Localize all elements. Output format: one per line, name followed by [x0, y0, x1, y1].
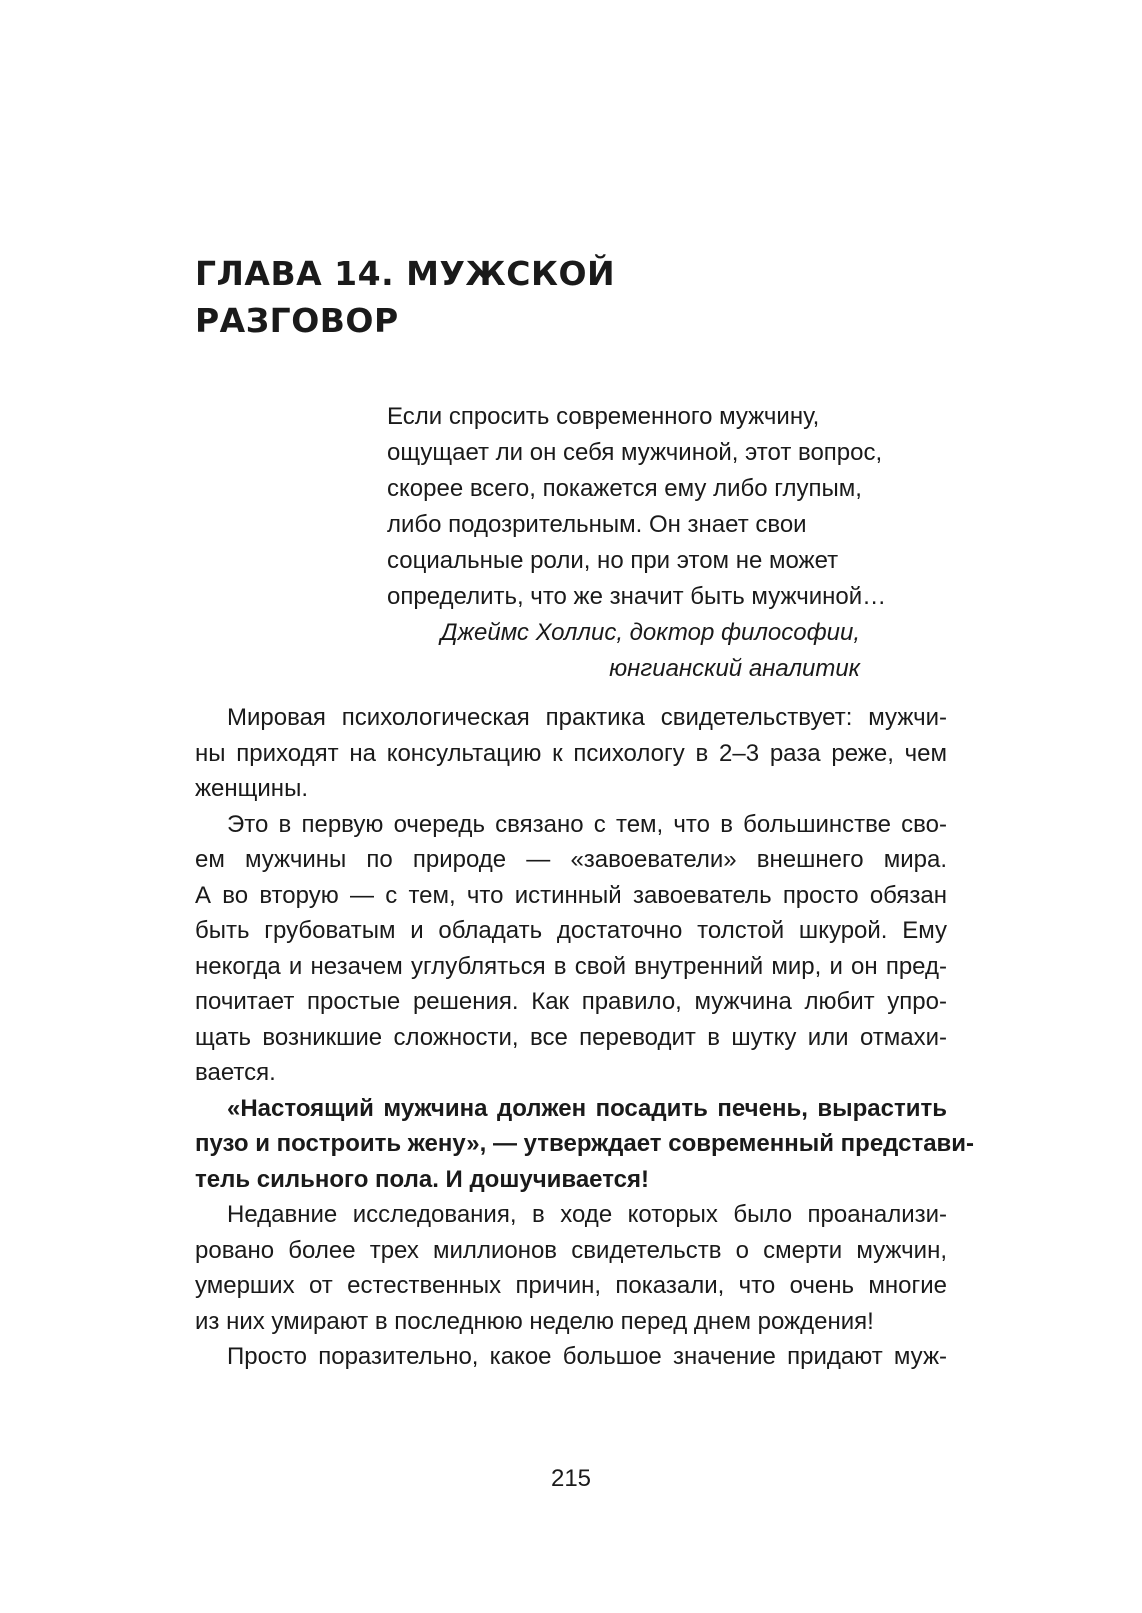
- paragraph-line: быть грубоватым и обладать достаточно толстой шкурой. Ему: [195, 917, 947, 944]
- epigraph-line: либо подозрительным. Он знает свои: [387, 511, 807, 538]
- paragraph-line-bold: «Настоящий мужчина должен посадить печень, вырастить: [227, 1094, 947, 1122]
- epigraph: [387, 399, 927, 687]
- paragraph-line-bold: тель сильного пола. И дошучивается!: [195, 1165, 649, 1193]
- paragraph-line: умерших от естественных причин, показали, что очень многие: [195, 1272, 947, 1299]
- epigraph-author: Джеймс Холлис, доктор философии,: [440, 619, 860, 646]
- epigraph-line: скорее всего, покажется ему либо глупым,: [387, 475, 862, 502]
- paragraph-line: Это в первую очередь связано с тем, что в большинстве сво-: [227, 810, 947, 838]
- paragraph-line: Просто поразительно, какое большое значение придают муж-: [227, 1343, 947, 1370]
- epigraph-author-role: юнгианский аналитик: [609, 655, 860, 682]
- paragraph-line: женщины.: [195, 775, 308, 802]
- paragraph-line: Мировая психологическая практика свидетельствует: мужчи-: [227, 704, 947, 731]
- paragraph-line: ем мужчины по природе — «завоеватели» внешнего мира.: [195, 846, 947, 873]
- epigraph-line: Если спросить современного мужчину,: [387, 403, 820, 430]
- paragraph-line: почитает простые решения. Как правило, мужчина любит упро-: [195, 988, 947, 1015]
- paragraph-line-bold: пузо и построить жену», — утверждает современный представи-: [195, 1130, 975, 1157]
- paragraph-line: щать возникшие сложности, все переводит в шутку или отмахи-: [195, 1023, 947, 1051]
- paragraph-line: вается.: [195, 1059, 276, 1086]
- paragraph-line: некогда и незачем углубляться в свой внутренний мир, и он пред-: [195, 952, 947, 980]
- epigraph-line: определить, что же значит быть мужчиной…: [387, 583, 887, 610]
- paragraph-line: ны приходят на консультацию к психологу в 2–3 раза реже, чем: [195, 739, 947, 767]
- epigraph-line: социальные роли, но при этом не может: [387, 547, 839, 574]
- paragraph-line: ровано более трех миллионов свидетельств о смерти мужчин,: [195, 1236, 947, 1264]
- chapter-title-line-2: РАЗГОВОР: [195, 301, 399, 340]
- body-text: [195, 700, 975, 1375]
- paragraph-line: Недавние исследования, в ходе которых было проанализи-: [227, 1201, 947, 1228]
- chapter-title: [195, 250, 795, 344]
- paragraph-line: из них умирают в последнюю неделю перед днем рождения!: [195, 1307, 874, 1335]
- page-number: 215: [550, 1465, 592, 1492]
- chapter-title-line-1: ГЛАВА 14. МУЖСКОЙ: [195, 254, 616, 293]
- paragraph-line: А во вторую — с тем, что истинный завоеватель просто обязан: [195, 881, 947, 909]
- epigraph-line: ощущает ли он себя мужчиной, этот вопрос,: [387, 439, 883, 466]
